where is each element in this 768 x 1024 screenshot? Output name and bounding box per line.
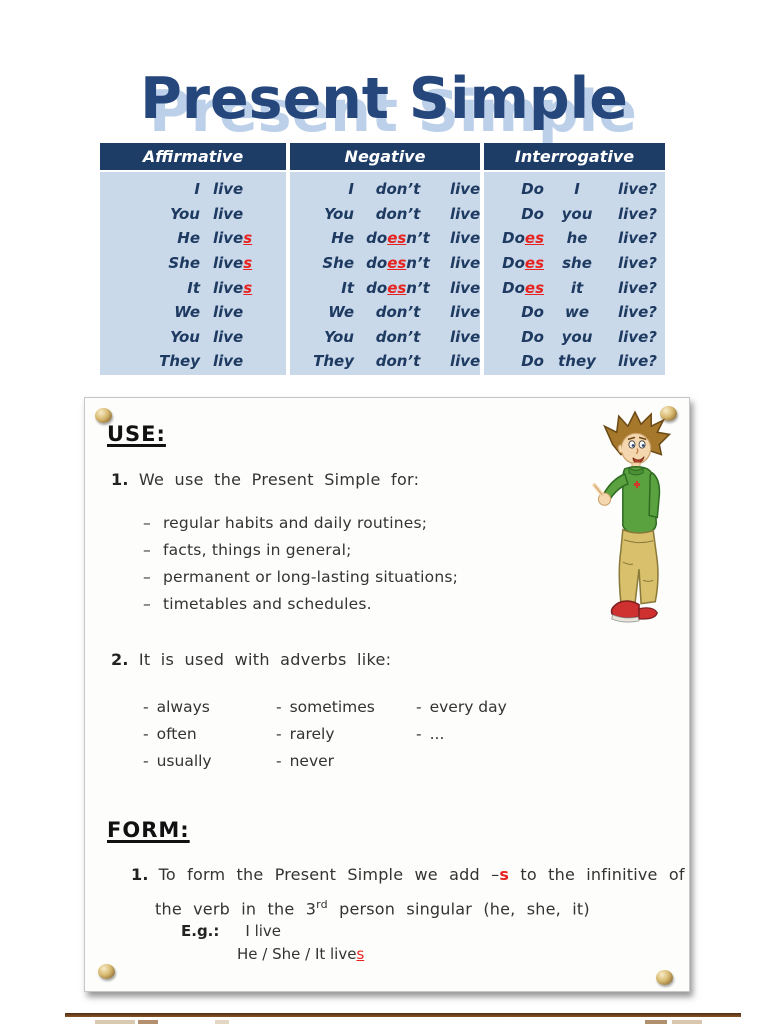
table-cell: They [159,352,200,371]
list-item [416,694,507,721]
adverb-text: sometimes [289,698,375,716]
table-cell: live? [618,352,657,371]
bullet-dash: - [143,698,149,716]
table-cell: I [574,180,580,199]
list-item [276,694,416,721]
table-cell: live? [618,303,657,322]
bullet-dash: - [143,752,149,770]
table-cell: live [450,180,481,199]
table-row [100,202,286,227]
table-header-negative: Negative [290,143,480,170]
table-row [290,177,480,202]
list-item [276,748,416,775]
list-item [276,721,416,748]
use-heading: USE: [107,422,166,446]
table-cell: live [450,327,481,346]
table-cell: Does [502,254,544,273]
adverb-column-2 [276,694,416,775]
item-number: 2. [111,650,129,669]
table-cell: we [564,303,590,322]
table-row [290,300,480,325]
next-page-fragment [215,1020,229,1024]
table-cell: Do [521,327,544,346]
example-text: He / She / It live [237,945,357,963]
next-page-fragment [672,1020,702,1024]
table-row [100,177,286,202]
table-cell: you [561,327,593,346]
table-row [290,251,480,276]
bullet-dash: - [276,725,282,743]
table-cell: live [213,352,244,371]
table-cell: live? [618,229,657,248]
bullet-text: timetables and schedules. [162,595,372,613]
bullet-text: permanent or long-lasting situations; [162,568,459,586]
example-text: I live [245,922,282,940]
table-header-interrogative: Interrogative [484,143,665,170]
table-cell: live? [618,278,657,297]
use-item-2 [111,650,391,669]
form-heading: FORM: [107,818,190,842]
table-cell: live [213,303,244,322]
table-row [484,349,665,374]
pinned-poster-panel [84,397,690,992]
item-number: 1. [111,470,129,489]
table-row [290,202,480,227]
adverb-text: usually [156,752,212,770]
list-item [143,537,458,564]
table-row [484,325,665,350]
table-cell: He [331,229,354,248]
ordinal-superscript: rd [316,898,328,911]
adverb-text: always [156,698,210,716]
table-body [100,172,665,375]
table-row [484,300,665,325]
use-item-1 [111,470,419,489]
table-cell: live [450,254,481,273]
table-cell: Do [521,352,544,371]
table-cell: Do [521,204,544,223]
pin-icon [656,970,673,985]
table-cell: doesn’t [366,278,430,297]
table-row [100,226,286,251]
table-cell: doesn’t [366,229,430,248]
adverb-text: ... [429,725,445,743]
pin-icon [95,408,112,423]
red-s-suffix: s [356,945,365,963]
item-number: 1. [131,865,149,884]
table-cell: she [562,254,592,273]
form-text: To form the Present Simple we add [158,865,492,884]
table-row [484,226,665,251]
table-cell: don’t [375,327,421,346]
table-cell: I [348,180,354,199]
table-cell: it [570,278,584,297]
table-cell: I [194,180,200,199]
adverb-grid [143,694,507,775]
table-cell: You [170,327,200,346]
table-cell: live? [618,327,657,346]
table-row [100,300,286,325]
adverb-text: rarely [289,725,335,743]
table-cell: live [450,352,481,371]
column-interrogative [484,172,665,375]
form-item-1 [131,860,710,924]
table-cell: You [324,204,354,223]
table-header-row [100,143,665,170]
list-item [143,694,276,721]
table-cell: live [213,204,244,223]
example-label: E.g.: [181,922,220,940]
table-cell: We [174,303,200,322]
table-cell: It [341,278,354,297]
list-item [143,748,276,775]
table-row [290,275,480,300]
table-cell: you [561,204,593,223]
form-text: to the infinitive of the verb in the 3 [155,865,685,919]
table-cell: don’t [375,303,421,322]
table-cell: Does [502,229,544,248]
adverb-text: every day [429,698,507,716]
red-s-suffix: s [499,865,510,884]
table-cell: live [450,303,481,322]
next-page-fragment [138,1020,158,1024]
table-cell: they [558,352,596,371]
table-cell: live? [618,204,657,223]
table-cell: Do [521,303,544,322]
bullet-dash: - [416,725,422,743]
table-cell: You [324,327,354,346]
example-line-1 [181,922,281,940]
bullet-dash: - [416,698,422,716]
table-row [484,275,665,300]
next-page-fragment [95,1020,135,1024]
table-row [484,202,665,227]
table-cell: live [213,327,244,346]
table-cell: don’t [375,180,421,199]
form-dash: – [491,865,500,884]
adverb-column-3 [416,694,507,775]
list-item [143,591,458,618]
table-row [290,226,480,251]
list-item [416,721,507,748]
table-row [484,251,665,276]
bullet-dash: - [276,752,282,770]
table-row [100,325,286,350]
bullet-dash: - [143,725,149,743]
form-text: person singular (he, she, it) [327,899,590,919]
adverb-column-1 [143,694,276,775]
table-cell: live? [618,254,657,273]
adverb-text: never [289,752,335,770]
table-cell: She [322,254,354,273]
table-cell: don’t [375,352,421,371]
table-row [290,349,480,374]
table-cell: Do [521,180,544,199]
list-item [143,564,458,591]
table-cell: He [177,229,200,248]
use-bullet-list [143,510,458,618]
table-row [100,275,286,300]
bullet-dash: – [143,541,151,559]
cartoon-boy-illustration [590,410,682,628]
table-cell: lives [213,229,253,248]
bullet-dash: – [143,514,151,532]
adverb-text: often [156,725,197,743]
table-cell: live? [618,180,657,199]
table-cell: live [213,180,244,199]
bullet-text: facts, things in general; [162,541,352,559]
table-row [100,251,286,276]
conjugation-table [100,143,665,375]
table-cell: We [328,303,354,322]
pin-icon [98,964,115,979]
bullet-dash: - [276,698,282,716]
page-title: Present Simple [140,66,628,133]
table-cell: he [566,229,588,248]
list-item [143,510,458,537]
bullet-text: regular habits and daily routines; [162,514,428,532]
table-cell: She [168,254,200,273]
table-cell: live [450,229,481,248]
bullet-dash: – [143,595,151,613]
use-item-2-text: It is used with adverbs like: [138,650,392,669]
next-page-divider [65,1013,741,1017]
column-negative [290,172,480,375]
list-item [143,721,276,748]
table-row [484,177,665,202]
example-line-2 [237,945,364,963]
table-cell: Does [502,278,544,297]
table-cell: lives [213,278,253,297]
bullet-dash: – [143,568,151,586]
table-row [290,325,480,350]
table-cell: You [170,204,200,223]
use-item-1-text: We use the Present Simple for: [138,470,420,489]
table-cell: lives [213,254,253,273]
table-row [100,349,286,374]
table-cell: don’t [375,204,421,223]
table-cell: It [187,278,200,297]
table-header-affirmative: Affirmative [100,143,286,170]
table-cell: doesn’t [366,254,430,273]
table-cell: live [450,204,481,223]
table-cell: They [313,352,354,371]
table-cell: live [450,278,481,297]
next-page-fragment [645,1020,667,1024]
column-affirmative [100,172,286,375]
